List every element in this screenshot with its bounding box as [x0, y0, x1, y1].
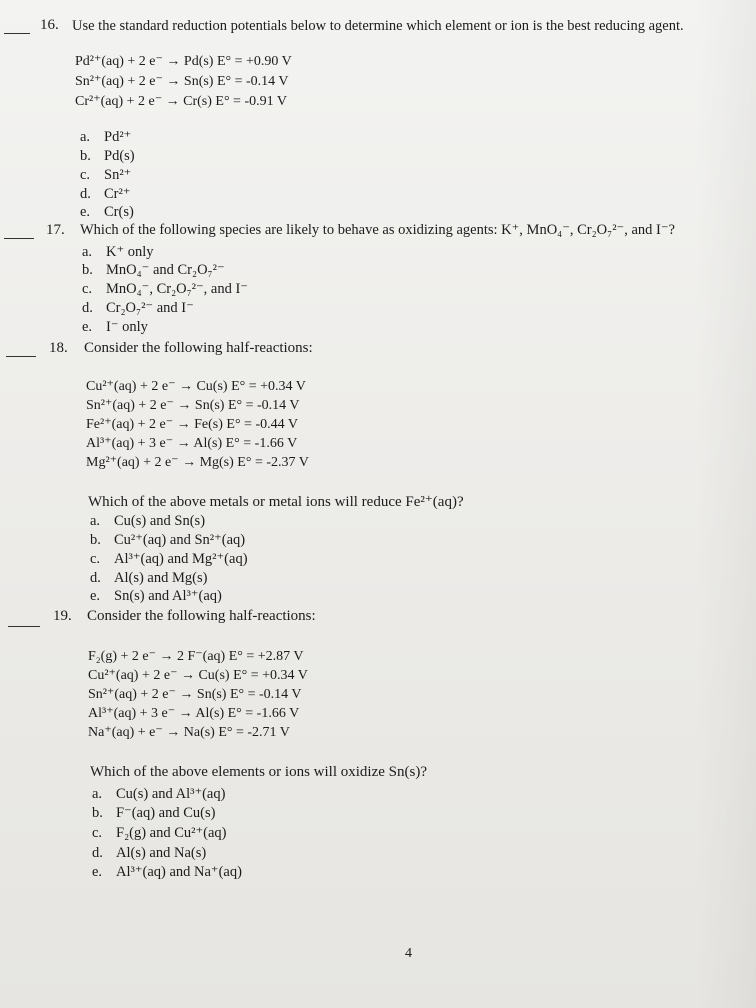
option-letter: a.: [92, 786, 103, 802]
equation-18-3: Fe²⁺(aq) + 2 e⁻ → Fe(s) E° = -0.44 V: [86, 417, 298, 432]
page-number: 4: [405, 946, 412, 961]
option-19-c: [92, 825, 226, 842]
option-text: Pd²⁺: [104, 129, 132, 145]
option-17-e: [82, 319, 148, 336]
option-letter: e.: [82, 319, 93, 335]
option-16-a: [80, 129, 131, 146]
option-letter: b.: [92, 805, 103, 821]
option-text: Cu²⁺(aq) and Sn²⁺(aq): [114, 532, 246, 548]
option-text: Cr₂O₇²⁻ and I⁻: [106, 300, 194, 316]
option-18-c: [90, 551, 248, 568]
option-18-b: [90, 532, 245, 549]
question-number-17: 17.: [46, 222, 65, 238]
option-16-e: [80, 204, 134, 221]
equation-18-1: Cu²⁺(aq) + 2 e⁻ → Cu(s) E° = +0.34 V: [86, 379, 306, 394]
equation-19-3: Sn²⁺(aq) + 2 e⁻ → Sn(s) E° = -0.14 V: [88, 687, 302, 702]
option-text: Cr(s): [104, 204, 134, 220]
equation-18-2: Sn²⁺(aq) + 2 e⁻ → Sn(s) E° = -0.14 V: [86, 398, 300, 413]
equation-16-2: Sn²⁺(aq) + 2 e⁻ → Sn(s) E° = -0.14 V: [75, 74, 289, 89]
option-17-b: [82, 262, 225, 279]
option-letter: c.: [92, 825, 103, 841]
equation-19-4: Al³⁺(aq) + 3 e⁻ → Al(s) E° = -1.66 V: [88, 706, 300, 721]
option-16-c: [80, 167, 131, 184]
option-letter: e.: [92, 864, 103, 880]
option-19-d: [92, 845, 206, 862]
option-letter: b.: [90, 532, 101, 548]
question-prompt-19: Which of the above elements or ions will oxidize Sn(s)?: [90, 764, 427, 780]
option-text: Cu(s) and Sn(s): [114, 513, 206, 529]
option-letter: a.: [80, 129, 91, 145]
option-letter: c.: [80, 167, 91, 183]
equation-18-5: Mg²⁺(aq) + 2 e⁻ → Mg(s) E° = -2.37 V: [86, 455, 309, 470]
question-number-16: 16.: [40, 17, 59, 33]
option-text: K⁺ only: [106, 244, 154, 260]
equation-19-1: F₂(g) + 2 e⁻ → 2 F⁻(aq) E° = +2.87 V: [88, 649, 304, 664]
option-letter: d.: [80, 186, 91, 202]
option-letter: b.: [82, 262, 93, 278]
option-text: Al(s) and Na(s): [116, 845, 207, 861]
option-19-b: [92, 805, 215, 822]
question-prompt-18: Which of the above metals or metal ions will reduce Fe²⁺(aq)?: [88, 494, 464, 510]
option-17-d: [82, 300, 194, 317]
option-text: MnO₄⁻, Cr₂O₇²⁻, and I⁻: [106, 281, 248, 297]
option-text: Al³⁺(aq) and Mg²⁺(aq): [114, 551, 248, 567]
question-text-18: Consider the following half-reactions:: [84, 340, 313, 356]
option-letter: e.: [90, 588, 101, 604]
option-17-c: [82, 281, 248, 298]
answer-blank-18[interactable]: [6, 356, 36, 357]
option-text: Pd(s): [104, 148, 135, 164]
page-edge-shadow: [696, 0, 756, 1008]
equation-19-5: Na⁺(aq) + e⁻ → Na(s) E° = -2.71 V: [88, 725, 290, 740]
option-text: Cr²⁺: [104, 186, 131, 202]
answer-blank-17[interactable]: [4, 238, 34, 239]
option-letter: d.: [92, 845, 103, 861]
equation-19-2: Cu²⁺(aq) + 2 e⁻ → Cu(s) E° = +0.34 V: [88, 668, 308, 683]
option-text: F₂(g) and Cu²⁺(aq): [116, 825, 227, 841]
option-text: Al³⁺(aq) and Na⁺(aq): [116, 864, 242, 880]
option-18-d: [90, 570, 207, 587]
equation-18-4: Al³⁺(aq) + 3 e⁻ → Al(s) E° = -1.66 V: [86, 436, 298, 451]
option-letter: c.: [90, 551, 101, 567]
option-letter: d.: [82, 300, 93, 316]
option-letter: c.: [82, 281, 93, 297]
option-text: Sn(s) and Al³⁺(aq): [114, 588, 222, 604]
option-text: Sn²⁺: [104, 167, 132, 183]
option-letter: a.: [82, 244, 93, 260]
option-text: Cu(s) and Al³⁺(aq): [116, 786, 226, 802]
option-letter: d.: [90, 570, 101, 586]
option-18-e: [90, 588, 222, 605]
option-letter: e.: [80, 204, 91, 220]
answer-blank-19[interactable]: [8, 626, 40, 627]
option-letter: a.: [90, 513, 101, 529]
answer-blank-16[interactable]: [4, 33, 30, 34]
option-16-b: [80, 148, 135, 165]
option-letter: b.: [80, 148, 91, 164]
option-text: MnO₄⁻ and Cr₂O₇²⁻: [106, 262, 225, 278]
option-18-a: [90, 513, 205, 530]
option-17-a: [82, 244, 154, 261]
question-text-19: Consider the following half-reactions:: [87, 608, 316, 624]
question-text-16: Use the standard reduction potentials below to determine which element or ion is the best reducing agent.: [72, 18, 684, 34]
option-text: F⁻(aq) and Cu(s): [116, 805, 216, 821]
option-text: I⁻ only: [106, 319, 148, 335]
question-text-17: Which of the following species are likely to behave as oxidizing agents: K⁺, MnO₄⁻, Cr₂O₇²⁻, and I⁻?: [80, 222, 675, 238]
equation-16-1: Pd²⁺(aq) + 2 e⁻ → Pd(s) E° = +0.90 V: [75, 54, 292, 69]
question-number-19: 19.: [53, 608, 72, 624]
option-text: Al(s) and Mg(s): [114, 570, 208, 586]
option-19-a: [92, 786, 225, 803]
option-16-d: [80, 186, 131, 203]
option-19-e: [92, 864, 242, 881]
question-number-18: 18.: [49, 340, 68, 356]
equation-16-3: Cr²⁺(aq) + 2 e⁻ → Cr(s) E° = -0.91 V: [75, 94, 287, 109]
